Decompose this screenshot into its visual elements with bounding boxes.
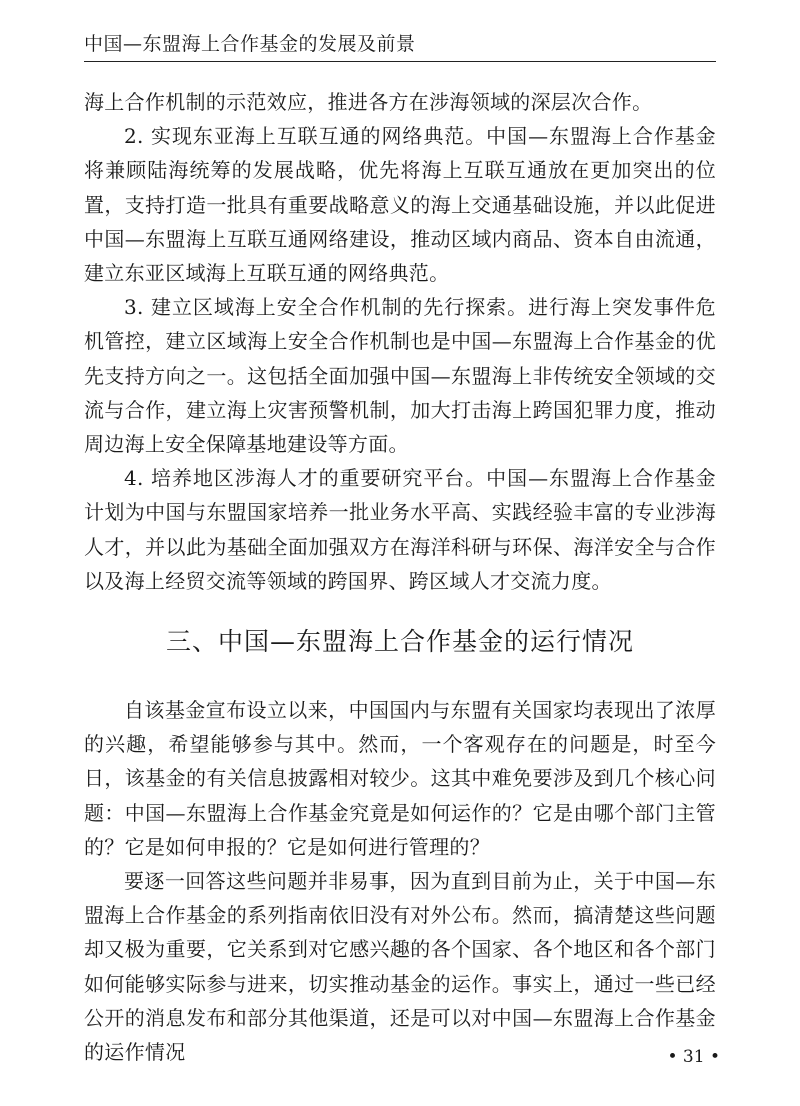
page-body: [84, 85, 716, 1069]
paragraph-continuation: 海上合作机制的示范效应，推进各方在涉海领域的深层次合作。: [84, 90, 653, 114]
section-heading: 三、中国—东盟海上合作基金的运行情况: [165, 627, 634, 657]
paragraph-point-4: 4. 培养地区涉海人才的重要研究平台。中国—东盟海上合作基金计划为中国与东盟国家培养一批业务水平高、实践经验丰富的专业涉海人才，并以此为基础全面加强双方在海洋科研与环保、海洋安全与合作以及海上经贸交流等领域的跨国界、跨区域人才交流力度。: [84, 466, 716, 593]
running-header-title: 中国—东盟海上合作基金的发展及前景: [84, 33, 416, 55]
header-rule: [84, 61, 716, 62]
page-number: • 31 •: [667, 1047, 720, 1067]
paragraph-point-2: 2. 实现东亚海上互联互通的网络典范。中国—东盟海上合作基金将兼顾陆海统筹的发展战略，优先将海上互联互通放在更加突出的位置，支持打造一批具有重要战略意义的海上交通基础设施，并以此促进中国—东盟海上互联互通网络建设，推动区域内商品、资本自由流通，建立东亚区域海上互联互通的网络典范。: [84, 124, 716, 286]
paragraph-point-3: 3. 建立区域海上安全合作机制的先行探索。进行海上突发事件危机管控，建立区域海上安全合作机制也是中国—东盟海上合作基金的优先支持方向之一。这包括全面加强中国—东盟海上非传统安全领域的交流与合作，建立海上灾害预警机制，加大打击海上跨国犯罪力度，推动周边海上安全保障基地建设等方面。: [84, 295, 716, 457]
paragraph-section-intro: 自该基金宣布设立以来，中国国内与东盟有关国家均表现出了浓厚的兴趣，希望能够参与其中。然而，一个客观存在的问题是，时至今日，该基金的有关信息披露相对较少。这其中难免要涉及到几个核心问题：中国—东盟海上合作基金究竟是如何运作的？它是由哪个部门主管的？它是如何申报的？它是如何进行管理的？: [84, 698, 716, 859]
paragraph-section-continued: 要逐一回答这些问题并非易事，因为直到目前为止，关于中国—东盟海上合作基金的系列指南依旧没有对外公布。然而，搞清楚这些问题却又极为重要，它关系到对它感兴趣的各个国家、各个地区和各个部门如何能够实际参与进来，切实推动基金的运作。事实上，通过一些已经公开的消息发布和部分其他渠道，还是可以对中国—东盟海上合作基金的运作情况: [84, 869, 716, 1065]
